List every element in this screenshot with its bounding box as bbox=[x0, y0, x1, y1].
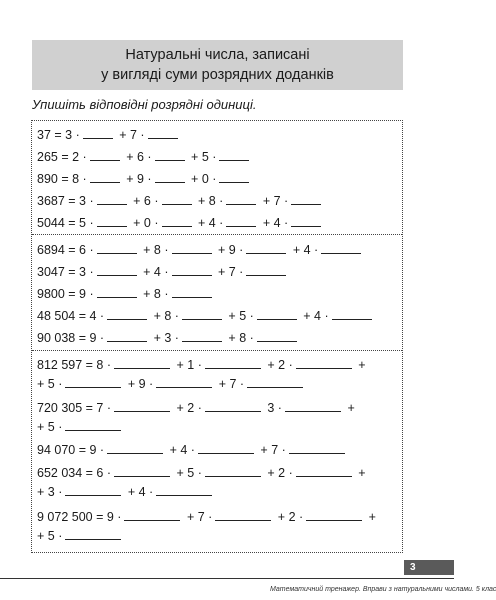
equation-term: + 4 · bbox=[169, 443, 195, 457]
equation-term: + 5 · bbox=[191, 150, 217, 164]
answer-blank[interactable] bbox=[321, 253, 361, 254]
equation-term: + 7 · bbox=[119, 128, 145, 142]
answer-blank[interactable] bbox=[257, 341, 297, 342]
equation-term: + 8 · bbox=[153, 309, 179, 323]
equation-term: 3687 = 3 · bbox=[37, 194, 94, 208]
equation-row bbox=[37, 465, 366, 481]
equation-term: + 9 · bbox=[126, 172, 152, 186]
answer-blank[interactable] bbox=[296, 476, 352, 477]
title-line-1: Натуральні числа, записані bbox=[125, 47, 310, 63]
answer-blank[interactable] bbox=[97, 226, 127, 227]
instruction-text: Упишіть відповідні розрядні одиниці. bbox=[32, 97, 257, 112]
equation-term: + 8 · bbox=[228, 331, 254, 345]
answer-blank[interactable] bbox=[226, 226, 256, 227]
answer-blank[interactable] bbox=[90, 182, 120, 183]
equation-term: + bbox=[358, 358, 366, 372]
answer-blank[interactable] bbox=[162, 204, 192, 205]
equation-row bbox=[37, 171, 252, 187]
answer-blank[interactable] bbox=[205, 411, 261, 412]
equation-term: + 5 · bbox=[37, 529, 63, 543]
answer-blank[interactable] bbox=[156, 387, 212, 388]
equation-row bbox=[37, 149, 252, 165]
equation-row bbox=[37, 330, 300, 346]
section-3 bbox=[32, 350, 402, 554]
answer-blank[interactable] bbox=[182, 341, 222, 342]
equation-term: 9 072 500 = 9 · bbox=[37, 510, 122, 524]
equation-row bbox=[37, 509, 376, 525]
equation-term: + 4 · bbox=[143, 265, 169, 279]
answer-blank[interactable] bbox=[205, 476, 261, 477]
answer-blank[interactable] bbox=[65, 495, 121, 496]
equation-term: + 7 · bbox=[218, 377, 245, 391]
answer-blank[interactable] bbox=[124, 520, 180, 521]
equation-term: 3 · bbox=[267, 401, 282, 415]
answer-blank[interactable] bbox=[172, 275, 212, 276]
equation-term: + 4 · bbox=[292, 243, 319, 257]
equation-term: + 0 · bbox=[191, 172, 217, 186]
equation-term: 720 305 = 7 · bbox=[37, 401, 112, 415]
equation-term: + 5 · bbox=[37, 420, 63, 434]
answer-blank[interactable] bbox=[246, 275, 286, 276]
answer-blank[interactable] bbox=[83, 138, 113, 139]
answer-blank[interactable] bbox=[90, 160, 120, 161]
equation-term: 90 038 = 9 · bbox=[37, 331, 105, 345]
equation-term: + 4 · bbox=[197, 216, 224, 230]
equation-term: + 3 · bbox=[37, 485, 63, 499]
title-banner bbox=[32, 40, 403, 90]
section-1 bbox=[32, 121, 402, 234]
answer-blank[interactable] bbox=[296, 368, 352, 369]
answer-blank[interactable] bbox=[65, 430, 121, 431]
equation-term: + 5 · bbox=[176, 466, 202, 480]
page-number-tab: 3 bbox=[404, 560, 454, 575]
answer-blank[interactable] bbox=[219, 182, 249, 183]
footer-divider bbox=[0, 578, 454, 579]
answer-blank[interactable] bbox=[215, 520, 271, 521]
equation-term: 9800 = 9 · bbox=[37, 287, 94, 301]
equation-term: 812 597 = 8 · bbox=[37, 358, 112, 372]
answer-blank[interactable] bbox=[285, 411, 341, 412]
footer-text: Математичний тренажер. Вправи з натуральними числами. 5 клас bbox=[270, 586, 496, 593]
equation-term: + 7 · bbox=[260, 443, 286, 457]
equation-term: + 4 · bbox=[303, 309, 329, 323]
equation-term: 48 504 = 4 · bbox=[37, 309, 105, 323]
equation-term: + 8 · bbox=[143, 243, 169, 257]
equation-term: + 8 · bbox=[143, 287, 169, 301]
answer-blank[interactable] bbox=[172, 297, 212, 298]
equation-row bbox=[37, 484, 215, 500]
equation-term: + 2 · bbox=[267, 358, 293, 372]
answer-blank[interactable] bbox=[65, 387, 121, 388]
answer-blank[interactable] bbox=[97, 275, 137, 276]
worksheet-grid bbox=[31, 120, 403, 553]
equation-term: 265 = 2 · bbox=[37, 150, 87, 164]
answer-blank[interactable] bbox=[114, 368, 170, 369]
equation-term: + 7 · bbox=[262, 194, 289, 208]
answer-blank[interactable] bbox=[257, 319, 297, 320]
answer-blank[interactable] bbox=[114, 411, 170, 412]
answer-blank[interactable] bbox=[97, 204, 127, 205]
equation-row bbox=[37, 308, 375, 324]
equation-term: + 4 · bbox=[127, 485, 154, 499]
section-2 bbox=[32, 234, 402, 350]
equation-term: + 9 · bbox=[127, 377, 154, 391]
equation-term: + 3 · bbox=[153, 331, 179, 345]
equation-term: + bbox=[358, 466, 366, 480]
equation-row bbox=[37, 442, 348, 458]
equation-term: 6894 = 6 · bbox=[37, 243, 94, 257]
equation-term: + 4 · bbox=[262, 216, 289, 230]
answer-blank[interactable] bbox=[65, 539, 121, 540]
answer-blank[interactable] bbox=[172, 253, 212, 254]
equation-term: + 5 · bbox=[228, 309, 254, 323]
equation-term: + 5 · bbox=[37, 377, 63, 391]
equation-row bbox=[37, 286, 215, 302]
equation-term: + 7 · bbox=[217, 265, 244, 279]
equation-term: 3047 = 3 · bbox=[37, 265, 94, 279]
equation-term: + 6 · bbox=[126, 150, 152, 164]
answer-blank[interactable] bbox=[291, 226, 321, 227]
answer-blank[interactable] bbox=[226, 204, 256, 205]
equation-term: + 8 · bbox=[197, 194, 224, 208]
equation-row bbox=[37, 242, 364, 258]
equation-term: + bbox=[347, 401, 355, 415]
equation-row bbox=[37, 215, 324, 231]
equation-term: + 9 · bbox=[217, 243, 244, 257]
equation-term: + 7 · bbox=[186, 510, 213, 524]
answer-blank[interactable] bbox=[182, 319, 222, 320]
equation-row bbox=[37, 419, 124, 435]
equation-term: + 6 · bbox=[133, 194, 159, 208]
equation-row bbox=[37, 264, 289, 280]
answer-blank[interactable] bbox=[219, 160, 249, 161]
answer-blank[interactable] bbox=[162, 226, 192, 227]
equation-row bbox=[37, 193, 324, 209]
equation-term: + 2 · bbox=[176, 401, 202, 415]
answer-blank[interactable] bbox=[306, 520, 362, 521]
equation-term: 652 034 = 6 · bbox=[37, 466, 112, 480]
answer-blank[interactable] bbox=[246, 253, 286, 254]
answer-blank[interactable] bbox=[97, 297, 137, 298]
equation-term: + 2 · bbox=[267, 466, 293, 480]
equation-row bbox=[37, 357, 366, 373]
equation-term: + 0 · bbox=[133, 216, 159, 230]
answer-blank[interactable] bbox=[156, 495, 212, 496]
answer-blank[interactable] bbox=[155, 182, 185, 183]
equation-term: 94 070 = 9 · bbox=[37, 443, 105, 457]
answer-blank[interactable] bbox=[291, 204, 321, 205]
equation-row bbox=[37, 400, 355, 416]
answer-blank[interactable] bbox=[107, 453, 163, 454]
answer-blank[interactable] bbox=[247, 387, 303, 388]
answer-blank[interactable] bbox=[332, 319, 372, 320]
equation-term: + 2 · bbox=[277, 510, 304, 524]
answer-blank[interactable] bbox=[97, 253, 137, 254]
equation-row bbox=[37, 376, 306, 392]
equation-term: + bbox=[368, 510, 376, 524]
answer-blank[interactable] bbox=[289, 453, 345, 454]
equation-row bbox=[37, 528, 124, 544]
answer-blank[interactable] bbox=[148, 138, 178, 139]
equation-term: 5044 = 5 · bbox=[37, 216, 94, 230]
equation-term: 37 = 3 · bbox=[37, 128, 80, 142]
equation-row bbox=[37, 127, 181, 143]
answer-blank[interactable] bbox=[198, 453, 254, 454]
equation-term: 890 = 8 · bbox=[37, 172, 87, 186]
answer-blank[interactable] bbox=[107, 341, 147, 342]
answer-blank[interactable] bbox=[107, 319, 147, 320]
title-line-2: у вигляді суми розрядних доданків bbox=[101, 67, 334, 83]
equation-term: + 1 · bbox=[176, 358, 202, 372]
answer-blank[interactable] bbox=[155, 160, 185, 161]
answer-blank[interactable] bbox=[205, 368, 261, 369]
answer-blank[interactable] bbox=[114, 476, 170, 477]
